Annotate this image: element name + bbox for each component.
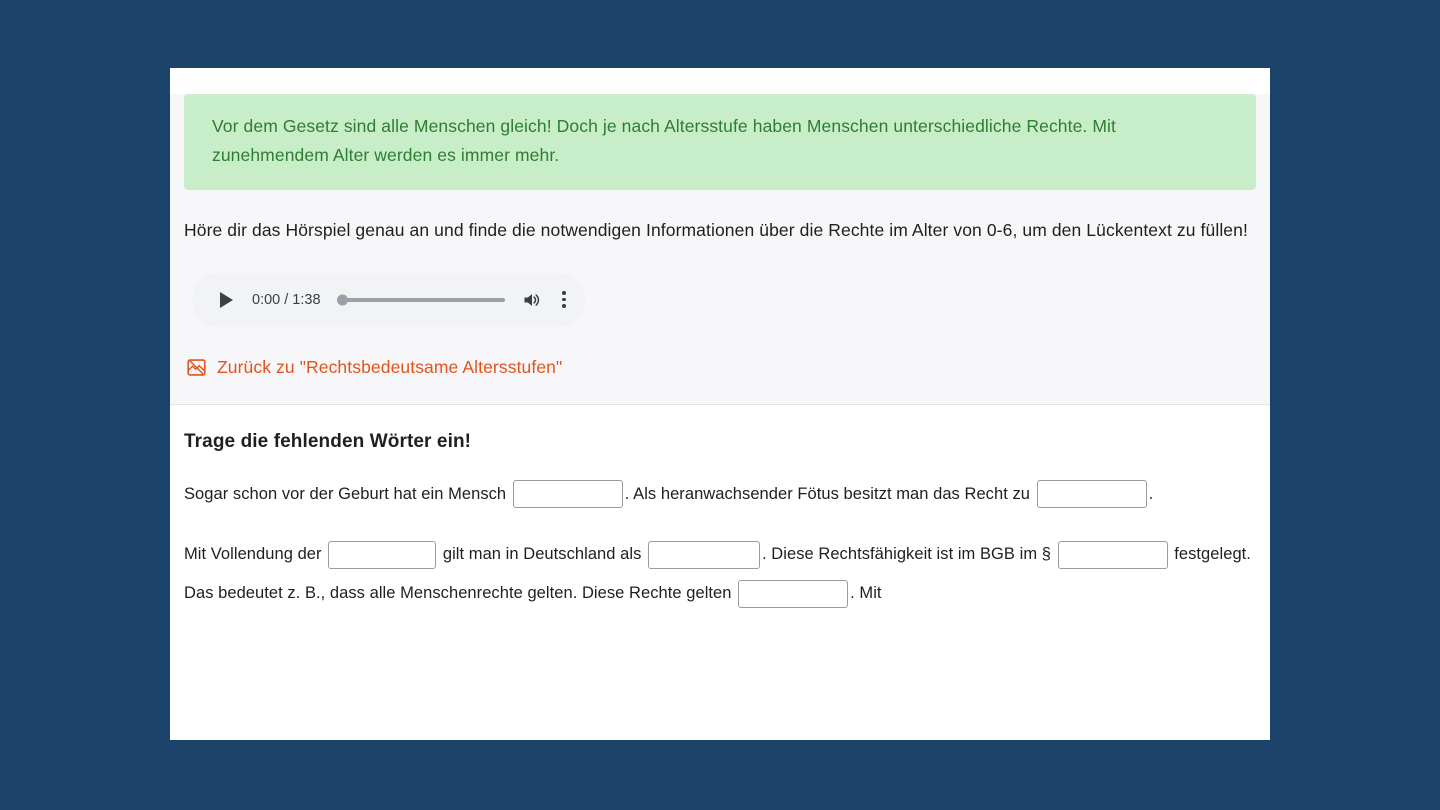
audio-progress-slider[interactable] <box>339 290 505 310</box>
cloze-blank-input[interactable] <box>513 480 623 508</box>
info-callout <box>184 94 1256 190</box>
dot <box>562 298 566 302</box>
instruction-text: Höre dir das Hörspiel genau an und finde die notwendigen Informationen über die Rechte im Alter von 0-6, um den Lückentext zu füllen! <box>184 219 1248 240</box>
cloze-text-container <box>184 475 1256 613</box>
cloze-text: . Diese Rechtsfähigkeit ist im BGB im § <box>762 545 1056 564</box>
more-vertical-icon[interactable] <box>549 285 579 315</box>
play-triangle <box>220 292 233 308</box>
audio-player[interactable] <box>192 273 585 327</box>
back-link[interactable]: Zurück zu "Rechtsbedeutsame Altersstufen" <box>217 356 563 377</box>
cloze-blank-input[interactable] <box>1037 480 1147 508</box>
cloze-text: Mit Vollendung der <box>184 545 327 564</box>
volume-icon[interactable] <box>519 287 545 313</box>
callout-text: Vor dem Gesetz sind alle Menschen gleich! Doch je nach Altersstufe haben Menschen unterschiedliche Rechte. Mit zunehmendem Alter werden es immer mehr. <box>212 116 1116 165</box>
cloze-text: festgelegt. Das bedeutet z. B., dass alle Menschenrechte gelten. Diese Rechte gelten <box>184 545 1251 603</box>
broken-image-icon <box>186 357 207 378</box>
cloze-blank-input[interactable] <box>648 541 760 569</box>
play-icon[interactable] <box>212 286 240 314</box>
cloze-task-section <box>170 405 1270 613</box>
cloze-text: Sogar schon vor der Geburt hat ein Mensch <box>184 484 511 503</box>
content-page <box>170 68 1270 740</box>
cloze-text: gilt man in Deutschland als <box>438 545 647 564</box>
cloze-blank-input[interactable] <box>738 580 848 608</box>
cloze-text: . Mit <box>850 584 882 603</box>
back-link-row[interactable] <box>186 357 1256 378</box>
cloze-text: . Als heranwachsender Fötus besitzt man das Recht zu <box>624 484 1035 503</box>
cloze-blank-input[interactable] <box>1058 541 1168 569</box>
cloze-text: . <box>1148 484 1154 503</box>
audio-progress-knob[interactable] <box>337 294 348 305</box>
audio-time-display: 0:00 / 1:38 <box>252 291 321 308</box>
audio-progress-track <box>339 298 505 302</box>
cloze-paragraph <box>184 535 1256 613</box>
cloze-paragraph <box>184 475 1256 514</box>
dot <box>562 291 566 295</box>
cloze-blank-input[interactable] <box>328 541 436 569</box>
task-title: Trage die fehlenden Wörter ein! <box>184 430 472 452</box>
listening-task-section <box>170 94 1270 405</box>
dot <box>562 304 566 308</box>
